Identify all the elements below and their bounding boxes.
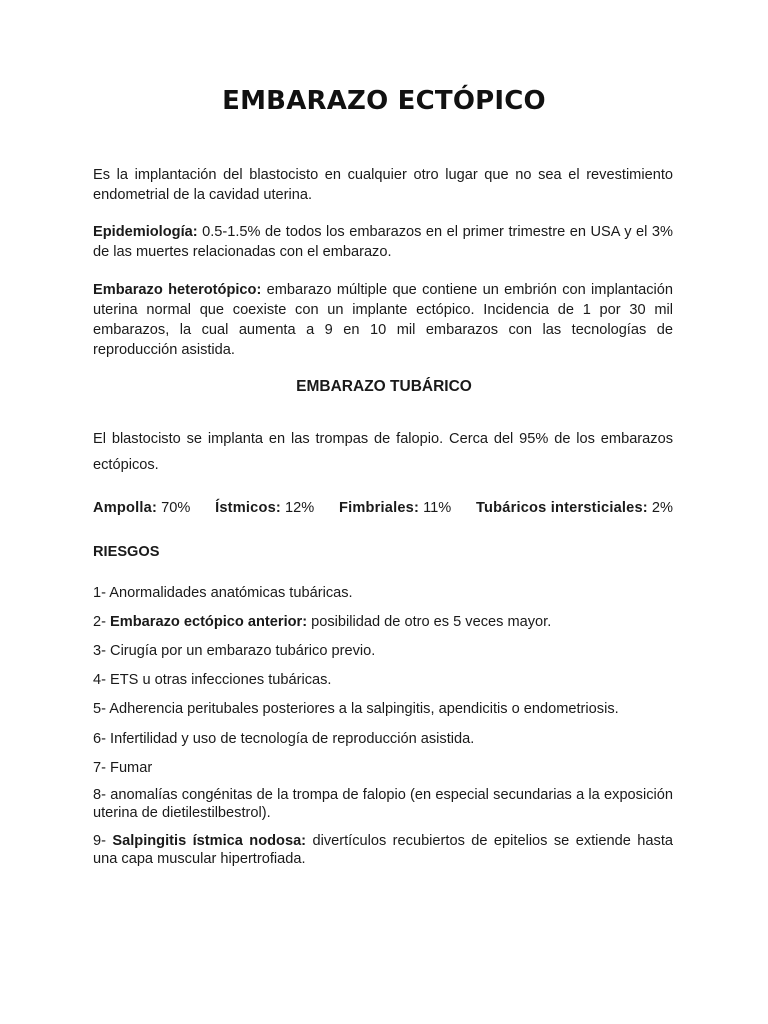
stat-value: 12% [280,500,315,516]
stat-label: Ístmicos: [215,500,281,516]
heterotopic-paragraph [93,280,673,360]
document-title: EMBARAZO ECTÓPICO [222,86,546,116]
risk-rest: posibilidad de otro es 5 veces mayor. [307,614,552,630]
risk-text: 9- [93,833,113,849]
risk-text: 6- Infertilidad y uso de tecnología de reproducción asistida. [93,731,475,747]
stat-value: 11% [419,500,452,516]
tubaric-section-title: EMBARAZO TUBÁRICO [296,378,472,395]
risk-bold: Embarazo ectópico anterior: [110,614,308,630]
risks-heading: RIESGOS [93,544,160,560]
heterotopic-label: Embarazo heterotópico: [93,282,262,298]
risk-text: 1- Anormalidades anatómicas tubáricas. [93,585,353,601]
risk-text: 4- ETS u otras infecciones tubáricas. [93,672,332,688]
stat-istmicos [215,500,314,516]
risk-text: 2- [93,614,111,630]
risk-item [93,613,673,631]
risk-item [93,584,673,602]
risk-item [93,786,673,822]
risk-text: 7- Fumar [93,760,153,776]
risk-bold: Salpingitis ístmica nodosa: [112,833,307,849]
stat-intersticiales [476,500,673,516]
stat-label: Ampolla: [93,500,158,516]
epidemiology-label: Epidemiología: [93,224,198,240]
risk-text: 3- Cirugía por un embarazo tubárico previo. [93,643,376,659]
heterotopic-text: embarazo múltiple que contiene un embrión con implantación uterina normal que coexiste con un implante ectópico. Incidencia de 1 por 30 mil embarazos, la cual aumenta a 9 en 10 mil embarazos con las tecnologías de reproducción asistida. [93,282,673,358]
epidemiology-text: 0.5-1.5% de todos los embarazos en el primer trimestre en USA y el 3% de las muertes relacionadas con el embarazo. [93,224,673,260]
stat-ampolla [93,500,190,516]
stat-value: 70% [157,500,191,516]
epidemiology-paragraph [93,222,673,262]
stat-label: Fimbriales: [339,500,420,516]
tubaric-stats-row [93,500,673,516]
risk-item [93,832,673,868]
risk-item [93,759,673,777]
risk-item [93,730,673,748]
risk-text: 5- Adherencia peritubales posteriores a la salpingitis, apendicitis o endometriosis. [93,701,619,717]
risk-rest: divertículos recubiertos de epitelios se extiende hasta una capa muscular hipertrofiada. [93,833,673,867]
tubaric-paragraph: El blastocisto se implanta en las trompas de falopio. Cerca del 95% de los embarazos ectópicos. [93,431,673,473]
risk-text: 8- anomalías congénitas de la trompa de falopio (en especial secundarias a la exposición uterina de dietilestilbestrol). [93,787,673,821]
risk-item [93,700,673,718]
stat-label: Tubáricos intersticiales: [476,500,648,516]
stat-fimbriales [339,500,451,516]
stat-value: 2% [647,500,673,516]
intro-paragraph: Es la implantación del blastocisto en cualquier otro lugar que no sea el revestimiento endometrial de la cavidad uterina. [93,167,673,203]
risk-item [93,671,673,689]
risk-item [93,642,673,660]
